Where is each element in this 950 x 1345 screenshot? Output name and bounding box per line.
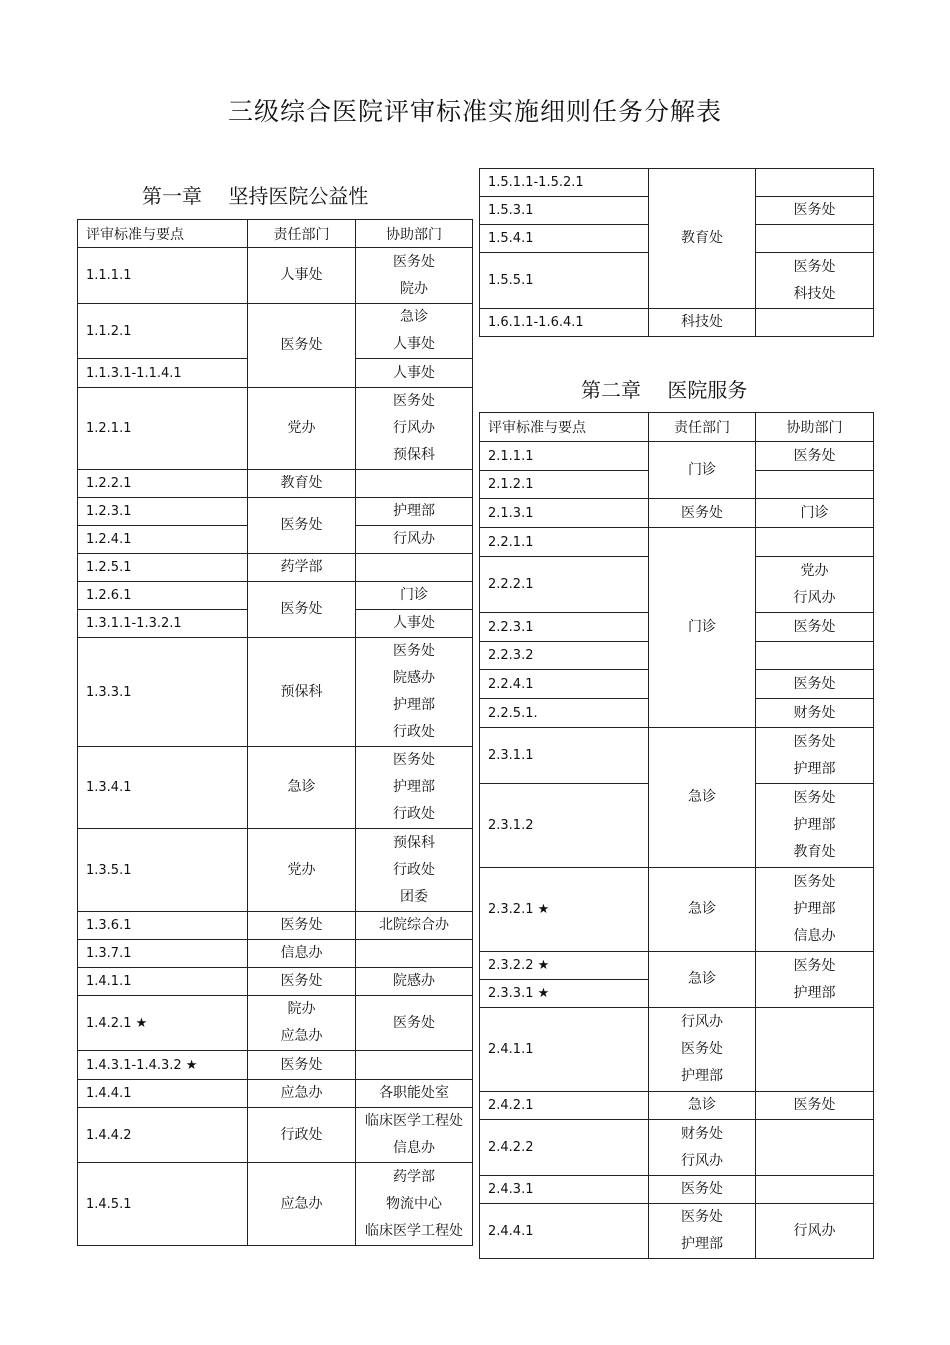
assist-dept-line: 人事处 [393, 364, 435, 381]
table-row [480, 1176, 874, 1204]
table-row [78, 582, 473, 610]
responsible-dept-line: 医务处 [280, 973, 323, 989]
assist-dept [756, 1008, 874, 1092]
responsible-dept [248, 470, 356, 498]
assist-dept [756, 952, 874, 1008]
header-standard: 评审标准与要点 [78, 220, 248, 248]
assist-dept [356, 1051, 473, 1080]
table-row [78, 498, 473, 526]
assist-dept-line: 院办 [400, 280, 428, 297]
assist-dept-line: 行风办 [393, 420, 435, 436]
standard-code: 2.2.1.1 [480, 528, 649, 557]
assist-dept [756, 613, 874, 642]
table-row [480, 868, 874, 952]
standard-code: 1.2.4.1 [78, 526, 248, 554]
responsible-dept [649, 1204, 756, 1259]
standard-code: 2.4.2.2 [480, 1120, 649, 1176]
assist-dept-line: 护理部 [793, 760, 836, 777]
table-row [78, 388, 473, 470]
table-row [480, 169, 874, 197]
assist-dept-line: 药学部 [393, 1168, 435, 1185]
assist-dept-line: 团委 [400, 888, 428, 905]
responsible-dept-line: 医务处 [681, 1209, 723, 1225]
assist-dept-line: 人事处 [393, 615, 435, 631]
standard-code: 1.3.4.1 [78, 747, 248, 829]
table-row [78, 912, 473, 940]
chapter-1-table [77, 219, 473, 1246]
standard-code: 1.2.1.1 [78, 388, 248, 470]
responsible-dept [649, 1120, 756, 1176]
responsible-dept-line: 科技处 [681, 314, 723, 330]
responsible-dept [248, 1163, 356, 1246]
standard-code: 1.5.4.1 [480, 225, 649, 253]
assist-dept [756, 197, 874, 225]
responsible-dept [248, 968, 356, 996]
responsible-dept [248, 747, 356, 829]
assist-dept-line: 护理部 [793, 817, 836, 833]
responsible-dept-line: 教育处 [280, 475, 323, 491]
assist-dept [756, 642, 874, 670]
table-row [78, 940, 473, 968]
responsible-dept-line: 行风办 [681, 1152, 723, 1169]
assist-dept-line: 医务处 [793, 447, 836, 464]
assist-dept-line: 行风办 [793, 1222, 836, 1239]
assist-dept-line: 院感办 [393, 973, 435, 989]
assist-dept [356, 470, 473, 498]
assist-dept-line: 门诊 [400, 587, 428, 603]
table-row [78, 1051, 473, 1080]
responsible-dept [649, 1008, 756, 1092]
assist-dept [756, 699, 874, 728]
assist-dept [756, 1120, 874, 1176]
responsible-dept-line: 行政处 [280, 1126, 323, 1143]
assist-dept [356, 359, 473, 388]
assist-dept-line: 行风办 [393, 531, 435, 547]
standard-code: 2.3.2.1 ★ [480, 868, 649, 952]
standard-code: 2.3.3.1 ★ [480, 980, 649, 1008]
assist-dept [356, 582, 473, 610]
responsible-dept-line: 急诊 [688, 1097, 716, 1113]
responsible-dept [248, 940, 356, 968]
responsible-dept [649, 1176, 756, 1204]
assist-dept-line: 信息办 [393, 1140, 435, 1156]
standard-code: 2.2.5.1. [480, 699, 649, 728]
table-row [78, 304, 473, 359]
responsible-dept-line: 应急办 [280, 1028, 323, 1044]
responsible-dept-line: 医务处 [681, 1041, 723, 1057]
assist-dept [356, 610, 473, 638]
responsible-dept-line: 急诊 [688, 971, 716, 987]
assist-dept [356, 1108, 473, 1163]
responsible-dept-line: 急诊 [287, 779, 316, 795]
responsible-dept [649, 169, 756, 309]
assist-dept-line: 医务处 [793, 790, 836, 806]
chapter-2-heading: 第二章 医院服务 [581, 378, 748, 402]
responsible-dept [248, 1108, 356, 1163]
standard-code: 1.4.5.1 [78, 1163, 248, 1246]
assist-dept-line: 科技处 [793, 285, 836, 302]
responsible-dept-line: 教育处 [681, 230, 723, 246]
standard-code: 1.3.1.1-1.3.2.1 [78, 610, 248, 638]
responsible-dept-line: 门诊 [688, 461, 716, 478]
assist-dept-line: 医务处 [793, 957, 836, 974]
assist-dept [756, 169, 874, 197]
assist-dept [756, 868, 874, 952]
standard-code: 2.4.2.1 [480, 1092, 649, 1120]
assist-dept-line: 护理部 [393, 503, 435, 519]
responsible-dept-line: 医务处 [280, 337, 323, 353]
assist-dept [356, 554, 473, 582]
assist-dept-line: 物流中心 [386, 1195, 442, 1212]
responsible-dept [248, 498, 356, 554]
assist-dept-line: 医务处 [393, 1014, 435, 1031]
chapter-1-heading: 第一章 坚持医院公益性 [142, 184, 369, 208]
responsible-dept-line: 医务处 [280, 601, 323, 617]
standard-code: 2.3.1.1 [480, 728, 649, 784]
assist-dept [756, 253, 874, 309]
assist-dept-line: 医务处 [793, 733, 836, 750]
responsible-dept-line: 医务处 [280, 1056, 323, 1073]
table-header-row [480, 413, 874, 442]
standard-code: 1.4.4.1 [78, 1080, 248, 1108]
responsible-dept-line: 财务处 [681, 1125, 723, 1142]
assist-dept-line: 院感办 [393, 670, 435, 686]
table-row [78, 554, 473, 582]
table-header-row [78, 220, 473, 248]
standard-code: 2.1.1.1 [480, 442, 649, 471]
responsible-dept [248, 996, 356, 1051]
standard-code: 2.2.2.1 [480, 557, 649, 613]
table-row [480, 1120, 874, 1176]
assist-dept-line: 护理部 [393, 779, 435, 795]
standard-code: 1.3.6.1 [78, 912, 248, 940]
assist-dept-line: 医务处 [793, 1097, 836, 1113]
header-responsible-dept: 责任部门 [248, 220, 356, 248]
assist-dept [356, 638, 473, 747]
assist-dept-line: 护理部 [393, 697, 435, 713]
table-row [78, 1163, 473, 1246]
assist-dept-line: 医务处 [393, 253, 435, 270]
assist-dept-line: 医务处 [393, 643, 435, 659]
responsible-dept [248, 1080, 356, 1108]
assist-dept-line: 行政处 [393, 724, 435, 740]
assist-dept-line: 行风办 [793, 589, 836, 606]
responsible-dept [248, 388, 356, 470]
responsible-dept [248, 912, 356, 940]
responsible-dept-line: 医务处 [681, 504, 723, 521]
assist-dept-line: 临床医学工程处 [365, 1113, 463, 1129]
table-row [78, 968, 473, 996]
responsible-dept-line: 院办 [287, 1001, 316, 1017]
assist-dept [756, 225, 874, 253]
assist-dept [356, 940, 473, 968]
responsible-dept [248, 829, 356, 912]
standard-code: 1.3.5.1 [78, 829, 248, 912]
responsible-dept [649, 309, 756, 337]
assist-dept-line: 信息办 [793, 928, 836, 944]
table-row [78, 1080, 473, 1108]
assist-dept [356, 498, 473, 526]
assist-dept [356, 912, 473, 940]
table-row [480, 309, 874, 337]
assist-dept [356, 1163, 473, 1246]
assist-dept [356, 968, 473, 996]
standard-code: 1.4.2.1 ★ [78, 996, 248, 1051]
assist-dept-line: 医务处 [793, 618, 836, 635]
assist-dept [356, 747, 473, 829]
responsible-dept-line: 药学部 [280, 559, 323, 575]
responsible-dept [649, 528, 756, 728]
responsible-dept-line: 护理部 [681, 1236, 723, 1252]
responsible-dept-line: 党办 [287, 420, 316, 436]
standard-code: 2.4.4.1 [480, 1204, 649, 1259]
assist-dept-line: 财务处 [793, 704, 836, 721]
responsible-dept-line: 应急办 [280, 1195, 323, 1212]
table-row [78, 1108, 473, 1163]
standard-code: 1.3.3.1 [78, 638, 248, 747]
assist-dept [356, 248, 473, 304]
assist-dept [756, 1092, 874, 1120]
assist-dept [756, 784, 874, 868]
standard-code: 1.2.2.1 [78, 470, 248, 498]
responsible-dept [649, 442, 756, 499]
responsible-dept [248, 638, 356, 747]
assist-dept [756, 728, 874, 784]
assist-dept-line: 护理部 [793, 984, 836, 1001]
assist-dept-line: 行政处 [393, 806, 435, 822]
responsible-dept-line: 门诊 [688, 619, 716, 635]
standard-code: 2.4.3.1 [480, 1176, 649, 1204]
responsible-dept-line: 人事处 [280, 267, 323, 283]
responsible-dept-line: 医务处 [681, 1181, 723, 1197]
assist-dept-line: 医务处 [393, 393, 435, 409]
standard-code: 2.3.1.2 [480, 784, 649, 868]
standard-code: 1.5.3.1 [480, 197, 649, 225]
assist-dept [356, 829, 473, 912]
responsible-dept [649, 499, 756, 528]
assist-dept-line: 医务处 [793, 258, 836, 275]
responsible-dept [649, 728, 756, 868]
table-row [78, 248, 473, 304]
responsible-dept-line: 医务处 [280, 917, 323, 933]
assist-dept [356, 1080, 473, 1108]
header-responsible-dept: 责任部门 [649, 413, 756, 442]
assist-dept-line: 门诊 [800, 504, 829, 521]
standard-code: 1.6.1.1-1.6.4.1 [480, 309, 649, 337]
responsible-dept-line: 预保科 [280, 683, 323, 700]
header-assist-dept: 协助部门 [756, 413, 874, 442]
assist-dept [356, 996, 473, 1051]
assist-dept-line: 医务处 [393, 752, 435, 768]
responsible-dept-line: 护理部 [681, 1068, 723, 1084]
assist-dept-line: 预保科 [393, 834, 435, 851]
assist-dept [756, 670, 874, 699]
responsible-dept [649, 1092, 756, 1120]
table-row [78, 829, 473, 912]
chapter-1-continued-table [479, 168, 874, 337]
standard-code: 1.4.3.1-1.4.3.2 ★ [78, 1051, 248, 1080]
standard-code: 1.1.1.1 [78, 248, 248, 304]
assist-dept [356, 304, 473, 359]
assist-dept [756, 499, 874, 528]
responsible-dept [649, 868, 756, 952]
chapter-2-table [479, 412, 874, 1259]
assist-dept [756, 1204, 874, 1259]
assist-dept-line: 人事处 [393, 336, 435, 352]
standard-code: 2.1.3.1 [480, 499, 649, 528]
table-row [480, 1092, 874, 1120]
assist-dept [756, 309, 874, 337]
responsible-dept [248, 554, 356, 582]
table-row [78, 470, 473, 498]
responsible-dept [248, 582, 356, 638]
table-row [480, 1008, 874, 1092]
assist-dept [756, 1176, 874, 1204]
header-assist-dept: 协助部门 [356, 220, 473, 248]
standard-code: 1.5.1.1-1.5.2.1 [480, 169, 649, 197]
assist-dept [356, 526, 473, 554]
assist-dept-line: 急诊 [400, 309, 428, 325]
responsible-dept [248, 1051, 356, 1080]
assist-dept-line: 行政处 [393, 861, 435, 878]
assist-dept-line: 北院综合办 [379, 917, 449, 933]
standard-code: 2.2.3.2 [480, 642, 649, 670]
responsible-dept-line: 应急办 [280, 1085, 323, 1101]
standard-code: 1.2.6.1 [78, 582, 248, 610]
responsible-dept-line: 急诊 [688, 901, 716, 917]
assist-dept-line: 教育处 [793, 844, 836, 860]
table-row [480, 528, 874, 557]
assist-dept-line: 各职能处室 [379, 1085, 449, 1101]
document-title: 三级综合医院评审标准实施细则任务分解表 [227, 97, 722, 126]
table-row [480, 1204, 874, 1259]
assist-dept-line: 护理部 [793, 901, 836, 917]
table-row [78, 747, 473, 829]
assist-dept [756, 442, 874, 471]
standard-code: 2.1.2.1 [480, 471, 649, 499]
assist-dept-line: 医务处 [793, 675, 836, 692]
standard-code: 1.3.7.1 [78, 940, 248, 968]
standard-code: 1.5.5.1 [480, 253, 649, 309]
responsible-dept-line: 行风办 [681, 1014, 723, 1030]
table-row [480, 952, 874, 980]
assist-dept [756, 528, 874, 557]
assist-dept [356, 388, 473, 470]
table-row [480, 728, 874, 784]
standard-code: 1.1.2.1 [78, 304, 248, 359]
standard-code: 2.4.1.1 [480, 1008, 649, 1092]
responsible-dept [248, 304, 356, 388]
standard-code: 2.2.4.1 [480, 670, 649, 699]
table-row [480, 499, 874, 528]
standard-code: 1.4.4.2 [78, 1108, 248, 1163]
standard-code: 1.1.3.1-1.1.4.1 [78, 359, 248, 388]
responsible-dept-line: 急诊 [688, 789, 716, 805]
header-standard: 评审标准与要点 [480, 413, 649, 442]
standard-code: 1.2.5.1 [78, 554, 248, 582]
table-row [78, 638, 473, 747]
table-row [480, 442, 874, 471]
responsible-dept [248, 248, 356, 304]
standard-code: 2.3.2.2 ★ [480, 952, 649, 980]
assist-dept [756, 471, 874, 499]
assist-dept-line: 预保科 [393, 447, 435, 463]
standard-code: 2.2.3.1 [480, 613, 649, 642]
standard-code: 1.2.3.1 [78, 498, 248, 526]
assist-dept [756, 557, 874, 613]
table-row [78, 996, 473, 1051]
responsible-dept-line: 党办 [287, 861, 316, 878]
assist-dept-line: 医务处 [793, 874, 836, 890]
standard-code: 1.4.1.1 [78, 968, 248, 996]
responsible-dept-line: 医务处 [280, 517, 323, 533]
assist-dept-line: 临床医学工程处 [365, 1222, 463, 1239]
assist-dept-line: 党办 [800, 562, 829, 579]
assist-dept-line: 医务处 [793, 202, 836, 218]
responsible-dept [649, 952, 756, 1008]
responsible-dept-line: 信息办 [280, 945, 323, 961]
